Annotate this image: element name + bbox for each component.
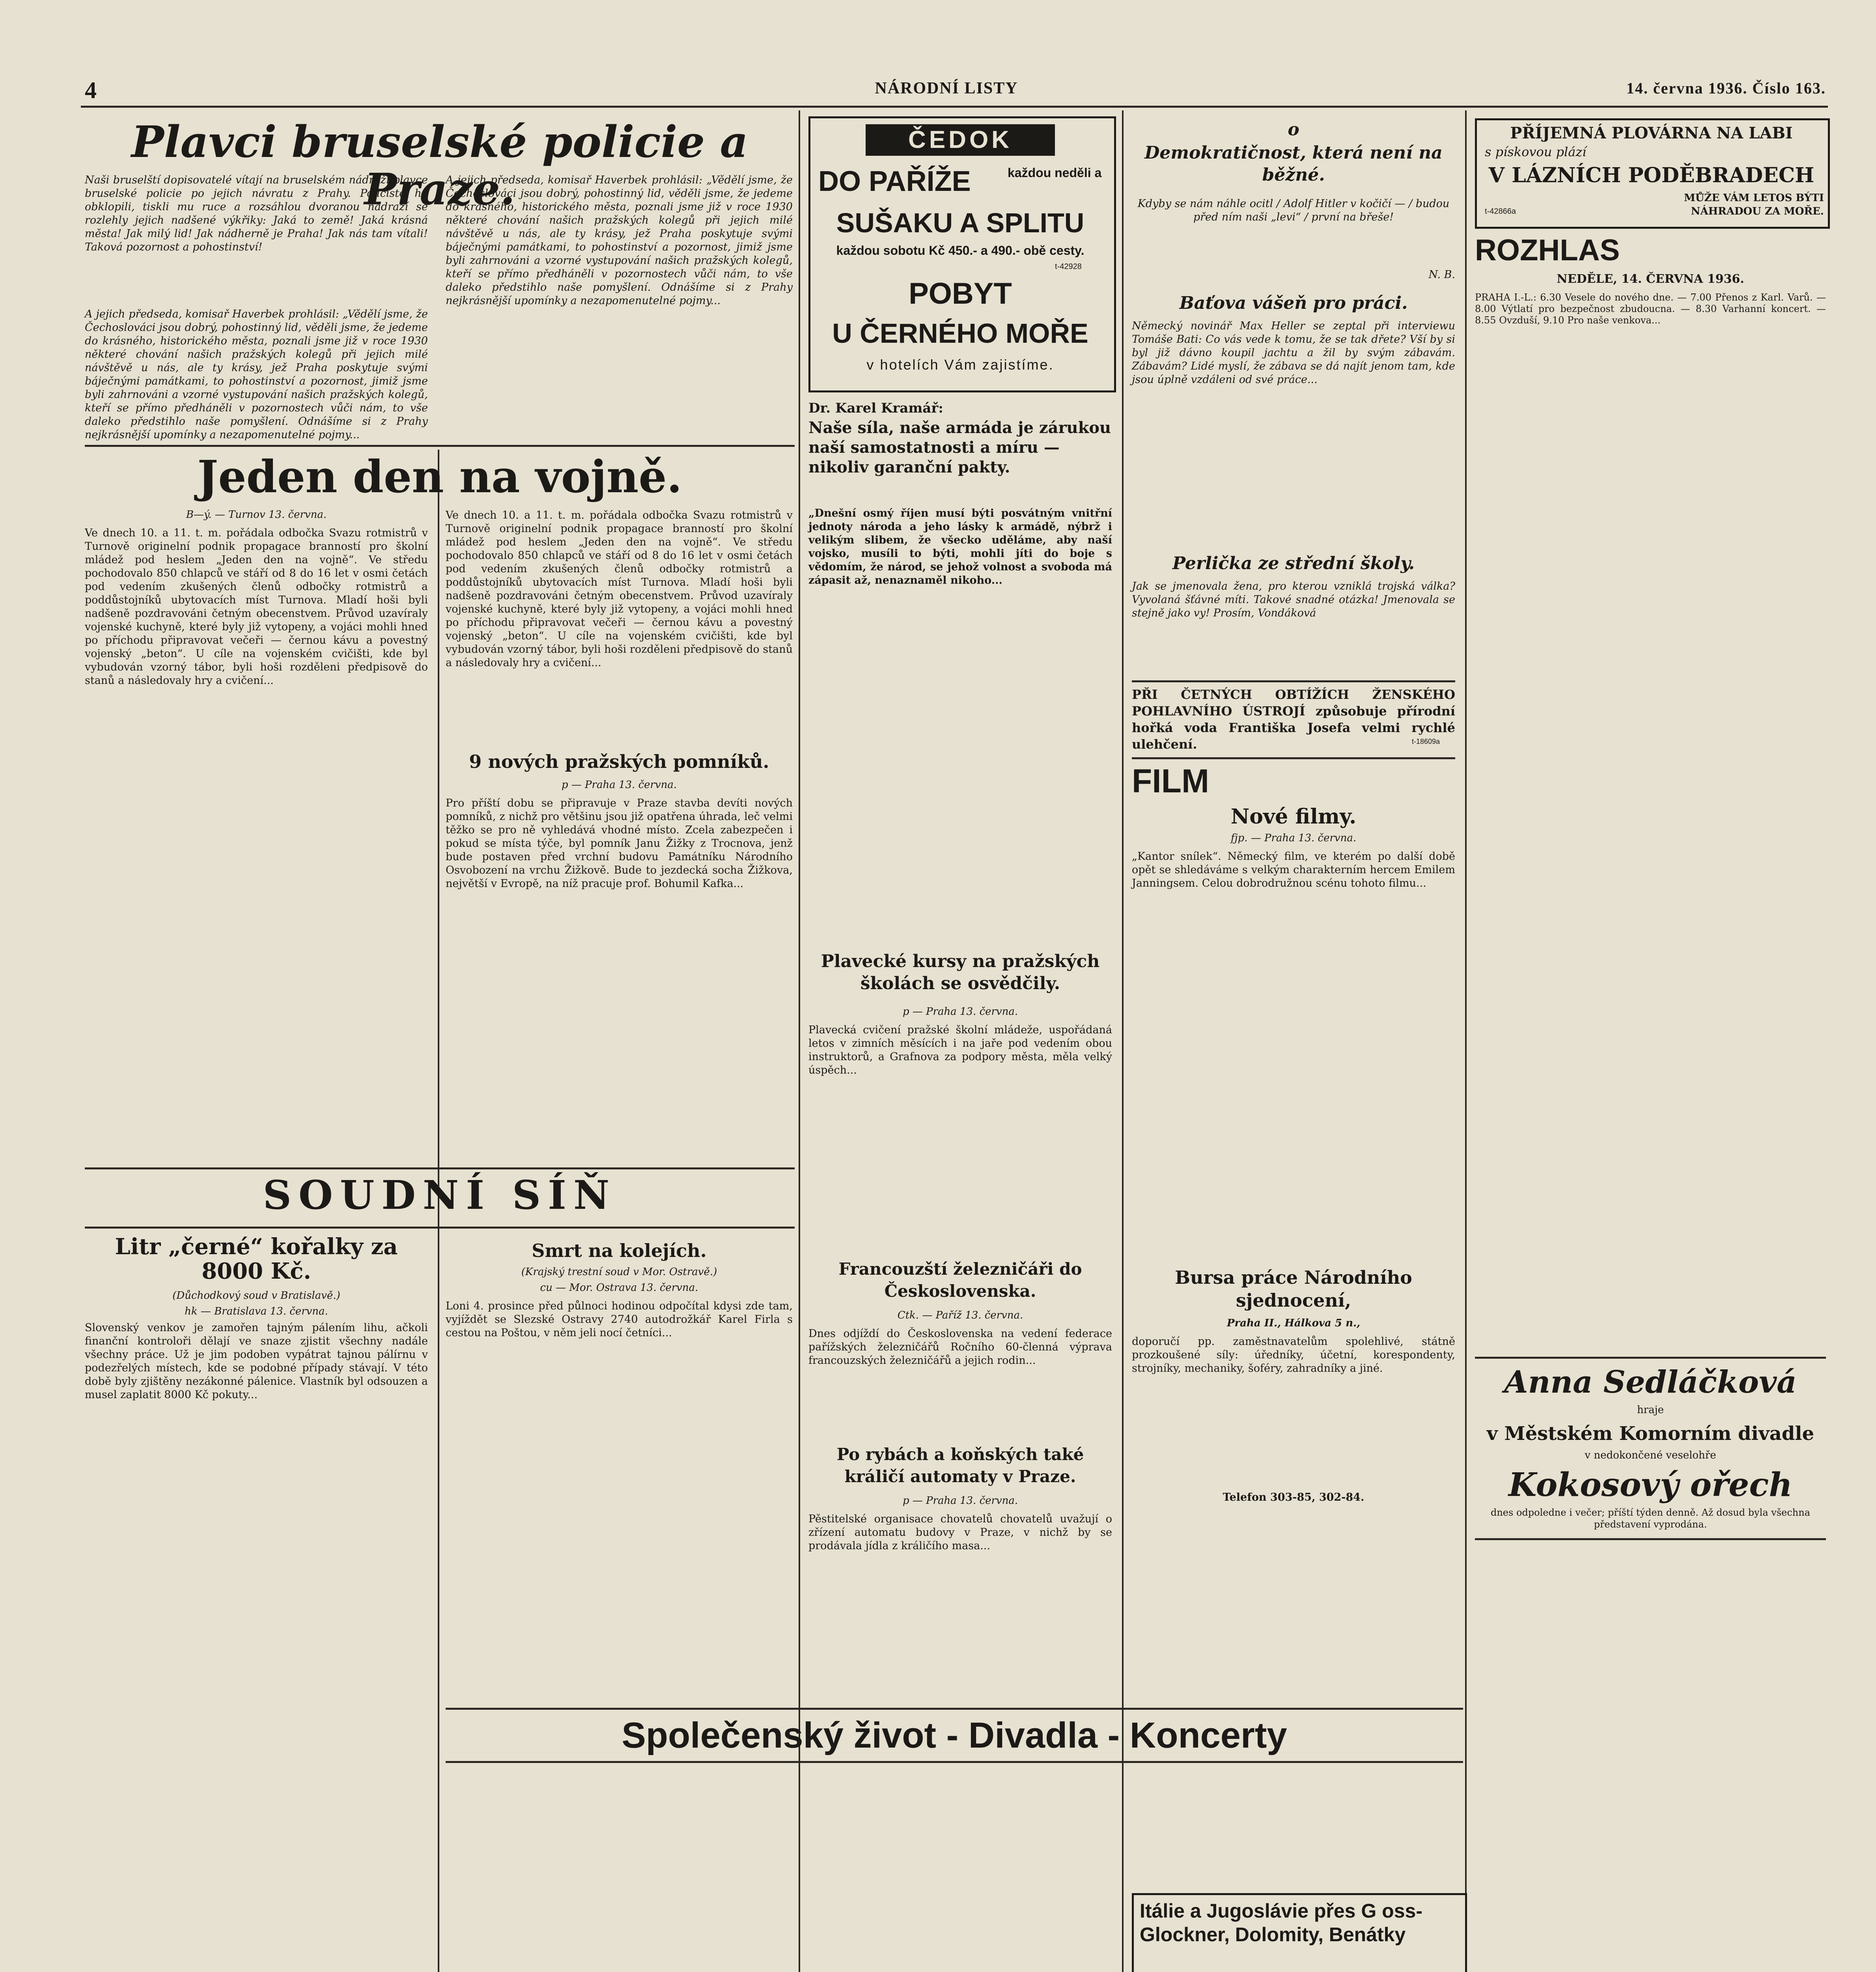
section-rule [85,1227,795,1229]
article-headline: Francouzští železničáři do Československa. [838,1259,1082,1301]
article-intro: Naši bruselští dopisovatelé vítají na bruselském nádraží plavce bruselské policie po jejich návratu z Prahy. Policisté ho obklopili, tiskli mu ruce a rozsáhlou dvoranou nádraží se rozlehly jejich nadšené výkřiky: Jaká to země! Jaká krásná města! Jak milý lid! Jak nádherně je Praha! Jak nás tam vítali! Taková pozornost a pohostinství! [85,174,428,253]
ad-note: dnes odpoledne i večer; příští týden denně. Až dosud byla všechna představení vyprodána. [1490,1507,1811,1530]
ad-line: v nedokončené veselohře [1585,1449,1716,1461]
ad-code: t-42928 [1055,262,1082,271]
section-rule [1475,1357,1826,1359]
article-subtitle: (Krajský trestní soud v Mor. Ostravě.) [521,1266,717,1278]
ad-headline: Anna Sedláčková [1504,1364,1797,1400]
article-body: „Dnešní osmý říjen musí býti posvátným vnitřní jednoty národa a jeho lásky k armádě, nýbrž i velikým slibem, že všecko uděláme, aby naší vojsko, musíli to býti, mohli jíti do boje s vědomím, že národ, se jehož volnost a svoboda má zápasit až, nenaznaměl nikoho... [808,507,1112,586]
masthead: NÁRODNÍ LISTY [875,79,1018,97]
radio-program: PRAHA I.-L.: 6.30 Vesele do nového dne. — 7.00 Přenos z Karl. Varů. — 8.00 Výtlatí pro bezpečnost zbudoucna. — 8.30 Varhanní koncert. — 8.55 Ovzduší, 9.10 Pro naše venkova... [1475,292,1826,326]
article-headline: Litr „černé“ kořalky za 8000 Kč. [115,1234,398,1284]
article-body: Pěstitelské organisace chovatelů chovatelů uvažují o zřízení automatu budovy v Praze, v nichž by se prodávala jídla z králičího masa... [808,1513,1112,1552]
article-body: Slovenský venkov je zamořen tajným pálením lihu, ačkoli finanční kontroloři dělají ve snaze zjistit všechny nadále všechny práce. Už je jim podoben vypátrat tajnou pálírnu v podezřelých místech, kde se podobné případy stávají. V této době byly zjištěny nezákonné pálenice. Vlastník byl odsouzen a musel zaplatit 8000 Kč pokuty... [85,1322,428,1401]
ad-line: každou sobotu Kč 450.- a 490.- obě cesty. [836,243,1085,258]
ad-line: POBYT [909,277,1012,310]
article-headline: Baťova vášeň pro práci. [1179,293,1408,313]
section-rule [446,1761,1463,1763]
article-headline: Plavecké kursy na pražských školách se osvědčily. [821,951,1100,993]
ad-code: t-42866a [1485,207,1516,216]
ad-line: V LÁZNÍCH PODĚBRADECH [1488,163,1814,187]
section-rule [1475,1538,1826,1540]
ad-headline: Kokosový ořech [1508,1466,1792,1504]
article-headline: Po rybách a koňských také králičí automaty v Praze. [836,1445,1084,1486]
article-author: Dr. Karel Kramář: [808,400,943,416]
section-title: FILM [1132,762,1209,799]
article-headline: Perlička ze střední školy. [1172,553,1415,573]
issue-date: 14. června 1936. Číslo 163. [1626,79,1826,97]
article-body: Loni 4. prosince před půlnoci hodinou odpočítal kdysi zde tam, vyjíždět se Slezské Ostravy 2740 autodrožkář Karel Firla s cestou na Poštou, v něm jeli nocí četníci... [446,1300,793,1339]
article-dateline: B—ý. — Turnov 13. června. [186,509,327,521]
article-body: A jejich předseda, komisař Haverbek prohlásil: „Vědělí jsme, že Čechoslováci jsou dobrý, pohostinný lid, věděli jsme, že jedeme do krásného, historického města, poznali jsme již v roce 1930 některé chování našich pražských kolegů při jejich milé návštěvě u nás, ale ty krásy, jež Praha poskytuje svými báječnými památkami, to pohostinství a pozornost, jimiž jsme byli zahrnováni a vzorné vystupování našich pražských kolegů, kteří se přímo předháněli v pozornostech vůči nám, to vše daleko předstihlo naše pomyšlení. Odnášíme si z Prahy nejkrásnější upomínky a nezapomenutelné pojmy... [85,308,428,441]
page-number: 4 [85,77,97,103]
section-title: SOUDNÍ SÍŇ [263,1172,617,1218]
article-headline: Smrt na kolejích. [532,1240,707,1261]
section-banner: Společenský život - Divadla - Koncerty [622,1715,1287,1755]
article-dateline: hk — Bratislava 13. června. [185,1305,328,1317]
article-dateline: fjp. — Praha 13. června. [1230,832,1357,844]
article-dateline: p — Praha 13. června. [902,1006,1018,1018]
article-headline: Demokratičnost, která není na běžné. [1144,143,1443,185]
cedok-logo: ČEDOK [866,124,1055,156]
poem: Kdyby se nám náhle ocitl / Adolf Hitler v kočičí — / budou před ním naši „levi“ / první na břeše! [1137,198,1450,223]
ad-line: hraje [1637,1404,1664,1416]
section-rule [446,1708,1463,1710]
article-headline: Jeden den na vojně. [197,451,682,503]
ad-line: v hotelích Vám zajistíme. [866,357,1054,373]
article-subtitle: Praha II., Hálkova 5 n., [1226,1317,1361,1329]
article-subtitle: (Důchodkový soud v Bratislavě.) [172,1290,340,1302]
ad-line: každou neděli a [1008,166,1102,180]
article-body: Pro příští dobu se připravuje v Praze stavba devíti nových pomníků, z nichž pro většinu jsou již opatřena úhrada, leč velmi těžko se pro ně vyhledává vhodné místo. Zcela zabezpečen i pokud se místa týče, byl pomník Janu Žižky z Trocnova, jenž bude postaven před vrchní budovu Památníku Národního Osvobození na vrchu Žižkově. Bude to jezdecká socha Žižkova, největší v Evropě, na níž pracuje prof. Bohumil Kafka... [446,797,793,890]
article-headline: Bursa práce Národního sjednocení, [1175,1267,1412,1311]
ad-line: MŮŽE VÁM LETOS BÝTI NÁHRADOU ZA MOŘE. [1684,192,1824,217]
section-title: ROZHLAS [1475,233,1620,267]
ad-code: t-18609a [1412,738,1440,745]
col-divider [1465,110,1467,1972]
section-rule [85,445,795,447]
section-rule [1132,757,1455,759]
ad-line: PŘÍJEMNÁ PLOVÁRNA NA LABI [1510,124,1793,142]
ad-line: Itálie a Jugoslávie přes G oss-Glockner, Dolomity, Benátky [1140,1900,1422,1946]
section-rule [85,1167,795,1169]
article-headline: Plavci bruselské policie a Praze. [131,116,748,215]
article-phone: Telefon 303-85, 302-84. [1223,1491,1365,1503]
advertisement: PŘI ČETNÝCH OBTÍŽÍCH ŽENSKÉHO POHLAVNÍHO ÚSTROJÍ způsobuje přírodní hořká voda Františka Josefa velmi rychlé ulehčení. [1132,687,1455,752]
ad-line: U ČERNÉHO MOŘE [832,318,1088,349]
article-headline: Naše síla, naše armáda je zárukou naší samostatnosti a míru — nikoliv garanční pakty. [808,418,1111,476]
article-dateline: Ctk. — Paříž 13. června. [897,1309,1023,1321]
article-body: Ve dnech 10. a 11. t. m. pořádala odbočka Svazu rotmistrů v Turnově originelní podnik propagace branností pro školní mládež pod heslem „Jeden den na vojně“. Ve středu pochodovalo 850 chlapců ve stáří od 8 do 16 let v osmi četách pod vedením zkušených členů odbočky rotmistrů a poddůstojníků ubytovacích míst Turnova. Mladí hoši byli nadšeně pozdravováni četným obecenstvem. Průvod uzavíraly vojenské kuchyně, které byly již vytopeny, a vojáci mohli hned po příchodu připravovat večeři — černou kávu a povestný vojenský „beton“. U cíle na vojenském cvičišti, kde byl vybudován vzorný tábor, byli hoši rozděleni předpisově do stanů a následovaly hry a cvičení... [85,527,428,687]
ad-line: SUŠAKU A SPLITU [836,207,1085,238]
article-headline: 9 nových pražských pomníků. [469,751,769,772]
podebrady-advertisement [1475,118,1830,229]
article-body: doporučí pp. zaměstnavatelům spolehlivé, státně prozkoušené síly: úředníky, účetní, korespondenty, strojníky, mechaniky, šoféry, zahradníky a jiné. [1132,1335,1455,1374]
article-body: Dnes odjíždí do Československa na vedení federace pařížských železničářů Ročního 60-členná výprava francouzských železničářů a jejich rodin... [808,1328,1112,1367]
poem-signature: N. B. [1428,269,1455,281]
ornament: o [1288,120,1299,140]
article-headline: Nové filmy. [1230,805,1357,829]
article-body-cont: A jejich předseda, komisař Haverbek prohlásil: „Vědělí jsme, že Čechoslováci jsou dobrý, pohostinný lid, věděli jsme, že jedeme do krásného, historického města, poznali jsme již v roce 1930 některé chování našich pražských kolegů při jejich milé návštěvě u nás, ale ty krásy, jež Praha poskytuje svými báječnými památkami, to pohostinství a pozornost, jimiž jsme byli zahrnováni a vzorné vystupování našich pražských kolegů, kteří se přímo předháněli v pozornostech vůči nám, to vše daleko předstihlo naše pomyšlení. Odnášíme si z Prahy nejkrásnější upomínky a nezapomenutelné pojmy... [446,174,793,307]
article-body-cont: Ve dnech 10. a 11. t. m. pořádala odbočka Svazu rotmistrů v Turnově originelní podnik propagace branností pro školní mládež pod heslem „Jeden den na vojně“. Ve středu pochodovalo 850 chlapců ve stáří od 8 do 16 let v osmi četách pod vedením zkušených členů odbočky rotmistrů a poddůstojníků ubytovacích míst Turnova. Mladí hoši byli nadšeně pozdravováni četným obecenstvem. Průvod uzavíraly vojenské kuchyně, které byly již vytopeny, a vojáci mohli hned po příchodu připravovat večeři — černou kávu a povestný vojenský „beton“. U cíle na vojenském cvičišti, kde byl vybudován vzorný tábor, byli hoši rozděleni předpisově do stanů a následovaly hry a cvičení... [446,509,793,669]
article-dateline: p — Praha 13. června. [902,1495,1018,1507]
col-divider [1122,110,1124,1972]
article-body: Jak se jmenovala žena, pro kterou vzniklá trojská válka? Vyvolaná šťávné míti. Takové snadné otázka! Jmenovala se stejně jako vy! Prosím, Vondáková [1132,580,1455,619]
article-dateline: p — Praha 13. června. [561,779,677,791]
header-rule [81,106,1828,108]
ad-line: v Městském Komorním divadle [1486,1423,1814,1445]
article-body: „Kantor snílek“. Německý film, ve kterém po další době opět se shledáváme s velkým charakterním hercem Emilem Janningsem. Celou dobrodružnou scénu tohoto filmu... [1132,850,1455,889]
article-dateline: cu — Mor. Ostrava 13. června. [540,1282,698,1294]
article-body: Německý novinář Max Heller se zeptal při interviewu Tomáše Bati: Co vás vede k tomu, že se tak dřete? Vší by si byl již dávno koupil jachtu a žil by svým zábavám. Zábavám? Lidé myslí, že zábava se dá najít jenom tam, kde jsou úplně vzdáleni od své práce... [1132,320,1455,386]
ad-line: s pískovou plází [1485,144,1587,159]
program-date: NEDĚLE, 14. ČERVNA 1936. [1557,272,1744,286]
italie-advertisement [1132,1893,1467,1972]
article-body: Plavecká cvičení pražské školní mládeže, uspořádaná letos v zimních měsících i na jaře pod vedením obou instruktorů, a Grafnova za podpory města, měla velký úspěch... [808,1024,1112,1076]
section-rule [1132,680,1455,682]
col-divider [799,110,800,1972]
cedok-advertisement [808,116,1116,392]
ad-line: DO PAŘÍŽE [818,166,971,197]
